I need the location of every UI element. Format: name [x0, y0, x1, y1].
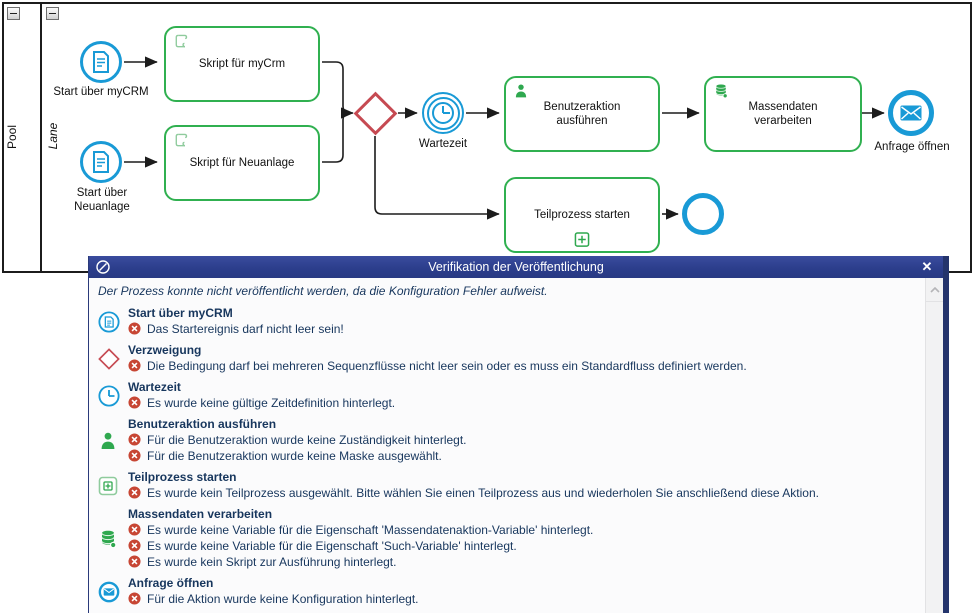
verify-error-text: Es wurde keine Variable für die Eigenschaft 'Massendatenaktion-Variable' hinterlegt. [147, 523, 594, 537]
task-massendaten[interactable] [704, 76, 862, 152]
verify-error-row [128, 395, 919, 411]
verify-item-title: Verzweigung [128, 343, 202, 357]
verify-error-row [128, 358, 919, 374]
start-event-neuanlage[interactable] [80, 141, 122, 183]
dialog-intro-text: Der Prozess konnte nicht veröffentlicht werden, da die Konfiguration Fehler aufweist. [98, 284, 548, 298]
error-icon [128, 359, 141, 372]
subprocess-icon [98, 476, 118, 496]
verify-error-text: Es wurde keine Variable für die Eigenschaft 'Such-Variable' hinterlegt. [147, 539, 517, 553]
subprocess-plus-icon [575, 232, 590, 247]
verify-item-title: Start über myCRM [128, 306, 233, 320]
task-label: Skript für myCrm [198, 58, 286, 70]
user-icon [513, 83, 529, 99]
verify-error-text: Es wurde kein Skript zur Ausführung hinterlegt. [147, 555, 397, 569]
start-event-mycrm[interactable] [80, 41, 122, 83]
verify-error-row [128, 448, 919, 464]
dialog-body [89, 278, 925, 613]
verify-error-text: Es wurde kein Teilprozess ausgewählt. Bitte wählen Sie einen Teilprozess aus und wiederholen Sie anschließend diese Aktion. [147, 486, 819, 500]
task-skript-neuanlage[interactable] [164, 125, 320, 201]
verify-error-text: Für die Benutzeraktion wurde keine Zuständigkeit hinterlegt. [147, 433, 467, 447]
chevron-up-icon [930, 287, 940, 293]
verify-item-title: Benutzeraktion ausführen [128, 417, 277, 431]
verify-error-row [128, 485, 919, 501]
verify-item-benutzeraktion [98, 416, 919, 464]
verify-error-text: Das Startereignis darf nicht leer sein! [147, 322, 344, 336]
verify-error-row [128, 591, 919, 607]
database-icon [98, 529, 118, 549]
verify-item-title: Massendaten verarbeiten [128, 507, 273, 521]
verify-error-text: Für die Aktion wurde keine Konfiguration hinterlegt. [147, 592, 419, 606]
task-label: Benutzeraktion ausführen [543, 101, 621, 127]
lane-label: Lane [46, 122, 60, 150]
task-label: Skript für Neuanlage [189, 157, 295, 169]
verify-error-text: Es wurde keine gültige Zeitdefinition hinterlegt. [147, 396, 396, 410]
document-icon [90, 50, 112, 74]
verify-error-text: Für die Benutzeraktion wurde keine Maske ausgewählt. [147, 449, 442, 463]
task-label: Teilprozess starten [534, 209, 630, 221]
task-label: Massendaten verarbeiten [748, 101, 818, 127]
error-icon [128, 523, 141, 536]
verify-item-verzweigung [98, 342, 919, 374]
close-icon[interactable]: ✕ [921, 259, 933, 274]
error-icon [128, 322, 141, 335]
verify-error-row [128, 554, 919, 570]
start-event-icon [98, 311, 120, 333]
envelope-icon [900, 105, 922, 121]
error-icon [128, 486, 141, 499]
error-icon [128, 592, 141, 605]
task-teilprozess[interactable] [504, 177, 660, 253]
start-event-neuanlage-label: Start über Neuanlage [74, 187, 130, 213]
message-event-icon [98, 581, 120, 603]
verify-error-row [128, 321, 919, 337]
end-event[interactable] [682, 193, 724, 235]
error-icon [128, 555, 141, 568]
verification-dialog [88, 256, 949, 613]
end-event-anfrage-label: Anfrage öffnen [874, 141, 950, 153]
verify-error-text: Die Bedingung darf bei mehreren Sequenzflüsse nicht leer sein oder es muss ein Standardfluss definiert werden. [147, 359, 747, 373]
dialog-scrollbar[interactable] [925, 278, 943, 613]
verify-item-teilprozess [98, 469, 919, 501]
pool-label: Pool [5, 124, 19, 150]
verify-error-row [128, 432, 919, 448]
gateway-icon [98, 348, 120, 370]
verify-item-title: Anfrage öffnen [128, 576, 214, 590]
task-skript-mycrm[interactable] [164, 26, 320, 102]
error-icon [128, 449, 141, 462]
verify-item-start-mycrm [98, 305, 919, 337]
timer-icon [98, 385, 120, 407]
dialog-title: Verifikation der Veröffentlichung [428, 260, 604, 274]
user-icon [98, 431, 118, 451]
error-icon [128, 433, 141, 446]
verify-item-massendaten [98, 506, 919, 570]
script-icon [173, 132, 189, 148]
database-icon [713, 83, 729, 99]
clock-icon [431, 101, 455, 125]
verify-item-anfrage [98, 575, 919, 607]
verify-item-title: Wartezeit [128, 380, 181, 394]
lane-collapse-button[interactable] [46, 7, 59, 20]
verify-error-row [128, 522, 919, 538]
scroll-up-button[interactable] [926, 278, 943, 302]
app-logo-icon [95, 259, 111, 275]
error-icon [128, 396, 141, 409]
end-event-anfrage[interactable] [888, 90, 934, 136]
verify-item-title: Teilprozess starten [128, 470, 237, 484]
verify-error-row [128, 538, 919, 554]
timer-event-wartezeit[interactable] [422, 92, 464, 134]
dialog-titlebar [89, 256, 943, 278]
task-benutzeraktion[interactable] [504, 76, 660, 152]
error-icon [128, 539, 141, 552]
script-icon [173, 33, 189, 49]
start-event-mycrm-label: Start über myCRM [53, 86, 149, 98]
timer-event-label: Wartezeit [418, 138, 468, 150]
pool-collapse-button[interactable] [7, 7, 20, 20]
verify-item-wartezeit [98, 379, 919, 411]
document-icon [90, 150, 112, 174]
